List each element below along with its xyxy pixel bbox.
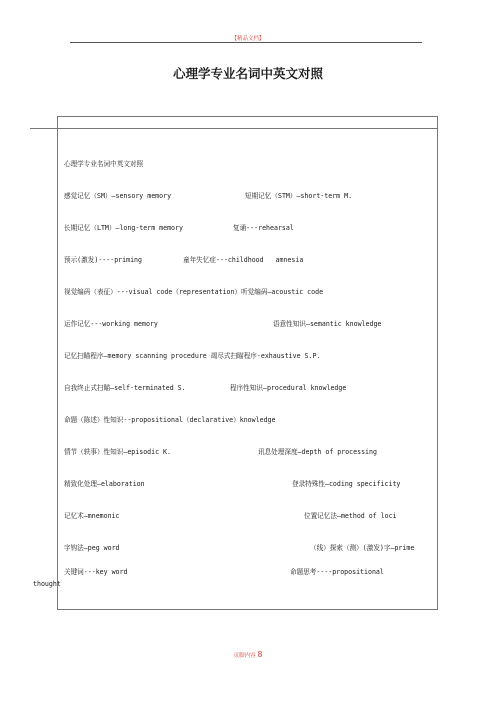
term-row-12-left: 字钩法—peg word <box>64 544 120 552</box>
term-row-10-right: 登录特殊性—coding specificity <box>292 480 401 488</box>
term-row-1-right: 短期记忆（STM）—short-term M. <box>245 192 353 200</box>
term-row-9-left: 情节（轶事）性知识—episodic K. <box>64 448 171 456</box>
term-row-2-right: 复诵---rehearsal <box>233 224 294 232</box>
term-row-3-right: 童年失忆症---childhood amnesia <box>183 256 304 264</box>
content-subtitle: 心理学专业名词中英文对照 <box>64 160 144 168</box>
term-row-7-left: 自我终止式扫瞄—self-terminated S. <box>64 384 186 392</box>
page-number: 8 <box>257 650 263 659</box>
term-row-13-wrap: thought <box>33 580 61 588</box>
page-footer <box>0 650 496 659</box>
term-row-4: 视觉编码（表征）---visual code（representation）听觉编码—acoustic code <box>64 288 324 296</box>
term-row-1-left: 感觉记忆（SM）—sensory memory <box>64 192 172 200</box>
term-row-12-right: （线）探索（测）(激发)字—prime <box>310 544 415 552</box>
header-tag: 【精品文档】 <box>231 36 265 42</box>
term-row-13-right: 命题思考----propositional <box>290 568 384 576</box>
term-row-13-left: 关键词---key word <box>64 568 128 576</box>
term-row-2-left: 长期记忆（LTM）—long-term memory <box>64 224 183 232</box>
term-row-11-right: 位置记忆法—method of loci <box>304 512 397 520</box>
term-row-6: 记忆扫瞄程序—memory scanning procedure 竭尽式扫瞄程序-exhaustive S.P. <box>64 352 321 360</box>
term-row-11-left: 记忆术—mnemonic <box>64 512 120 520</box>
footer-label: 页脚内容 <box>233 653 256 659</box>
term-row-5-right: 语意性知识—semantic knowledge <box>273 320 382 328</box>
term-row-3-left: 预示(激发)----priming <box>64 256 142 264</box>
term-row-9-right: 讯息处理深度—depth of processing <box>258 448 377 456</box>
term-row-10-left: 精致化处理—elaboration <box>64 480 145 488</box>
document-title: 心理学专业名词中英文对照 <box>172 66 323 81</box>
header-rule <box>70 42 422 43</box>
term-row-7-right: 程序性知识—procedural knowledge <box>230 384 347 392</box>
term-row-8: 命题（陈述）性知识--propositional（declarative）knowledge <box>64 416 276 424</box>
term-row-5-left: 运作记忆---working memory <box>64 320 158 328</box>
